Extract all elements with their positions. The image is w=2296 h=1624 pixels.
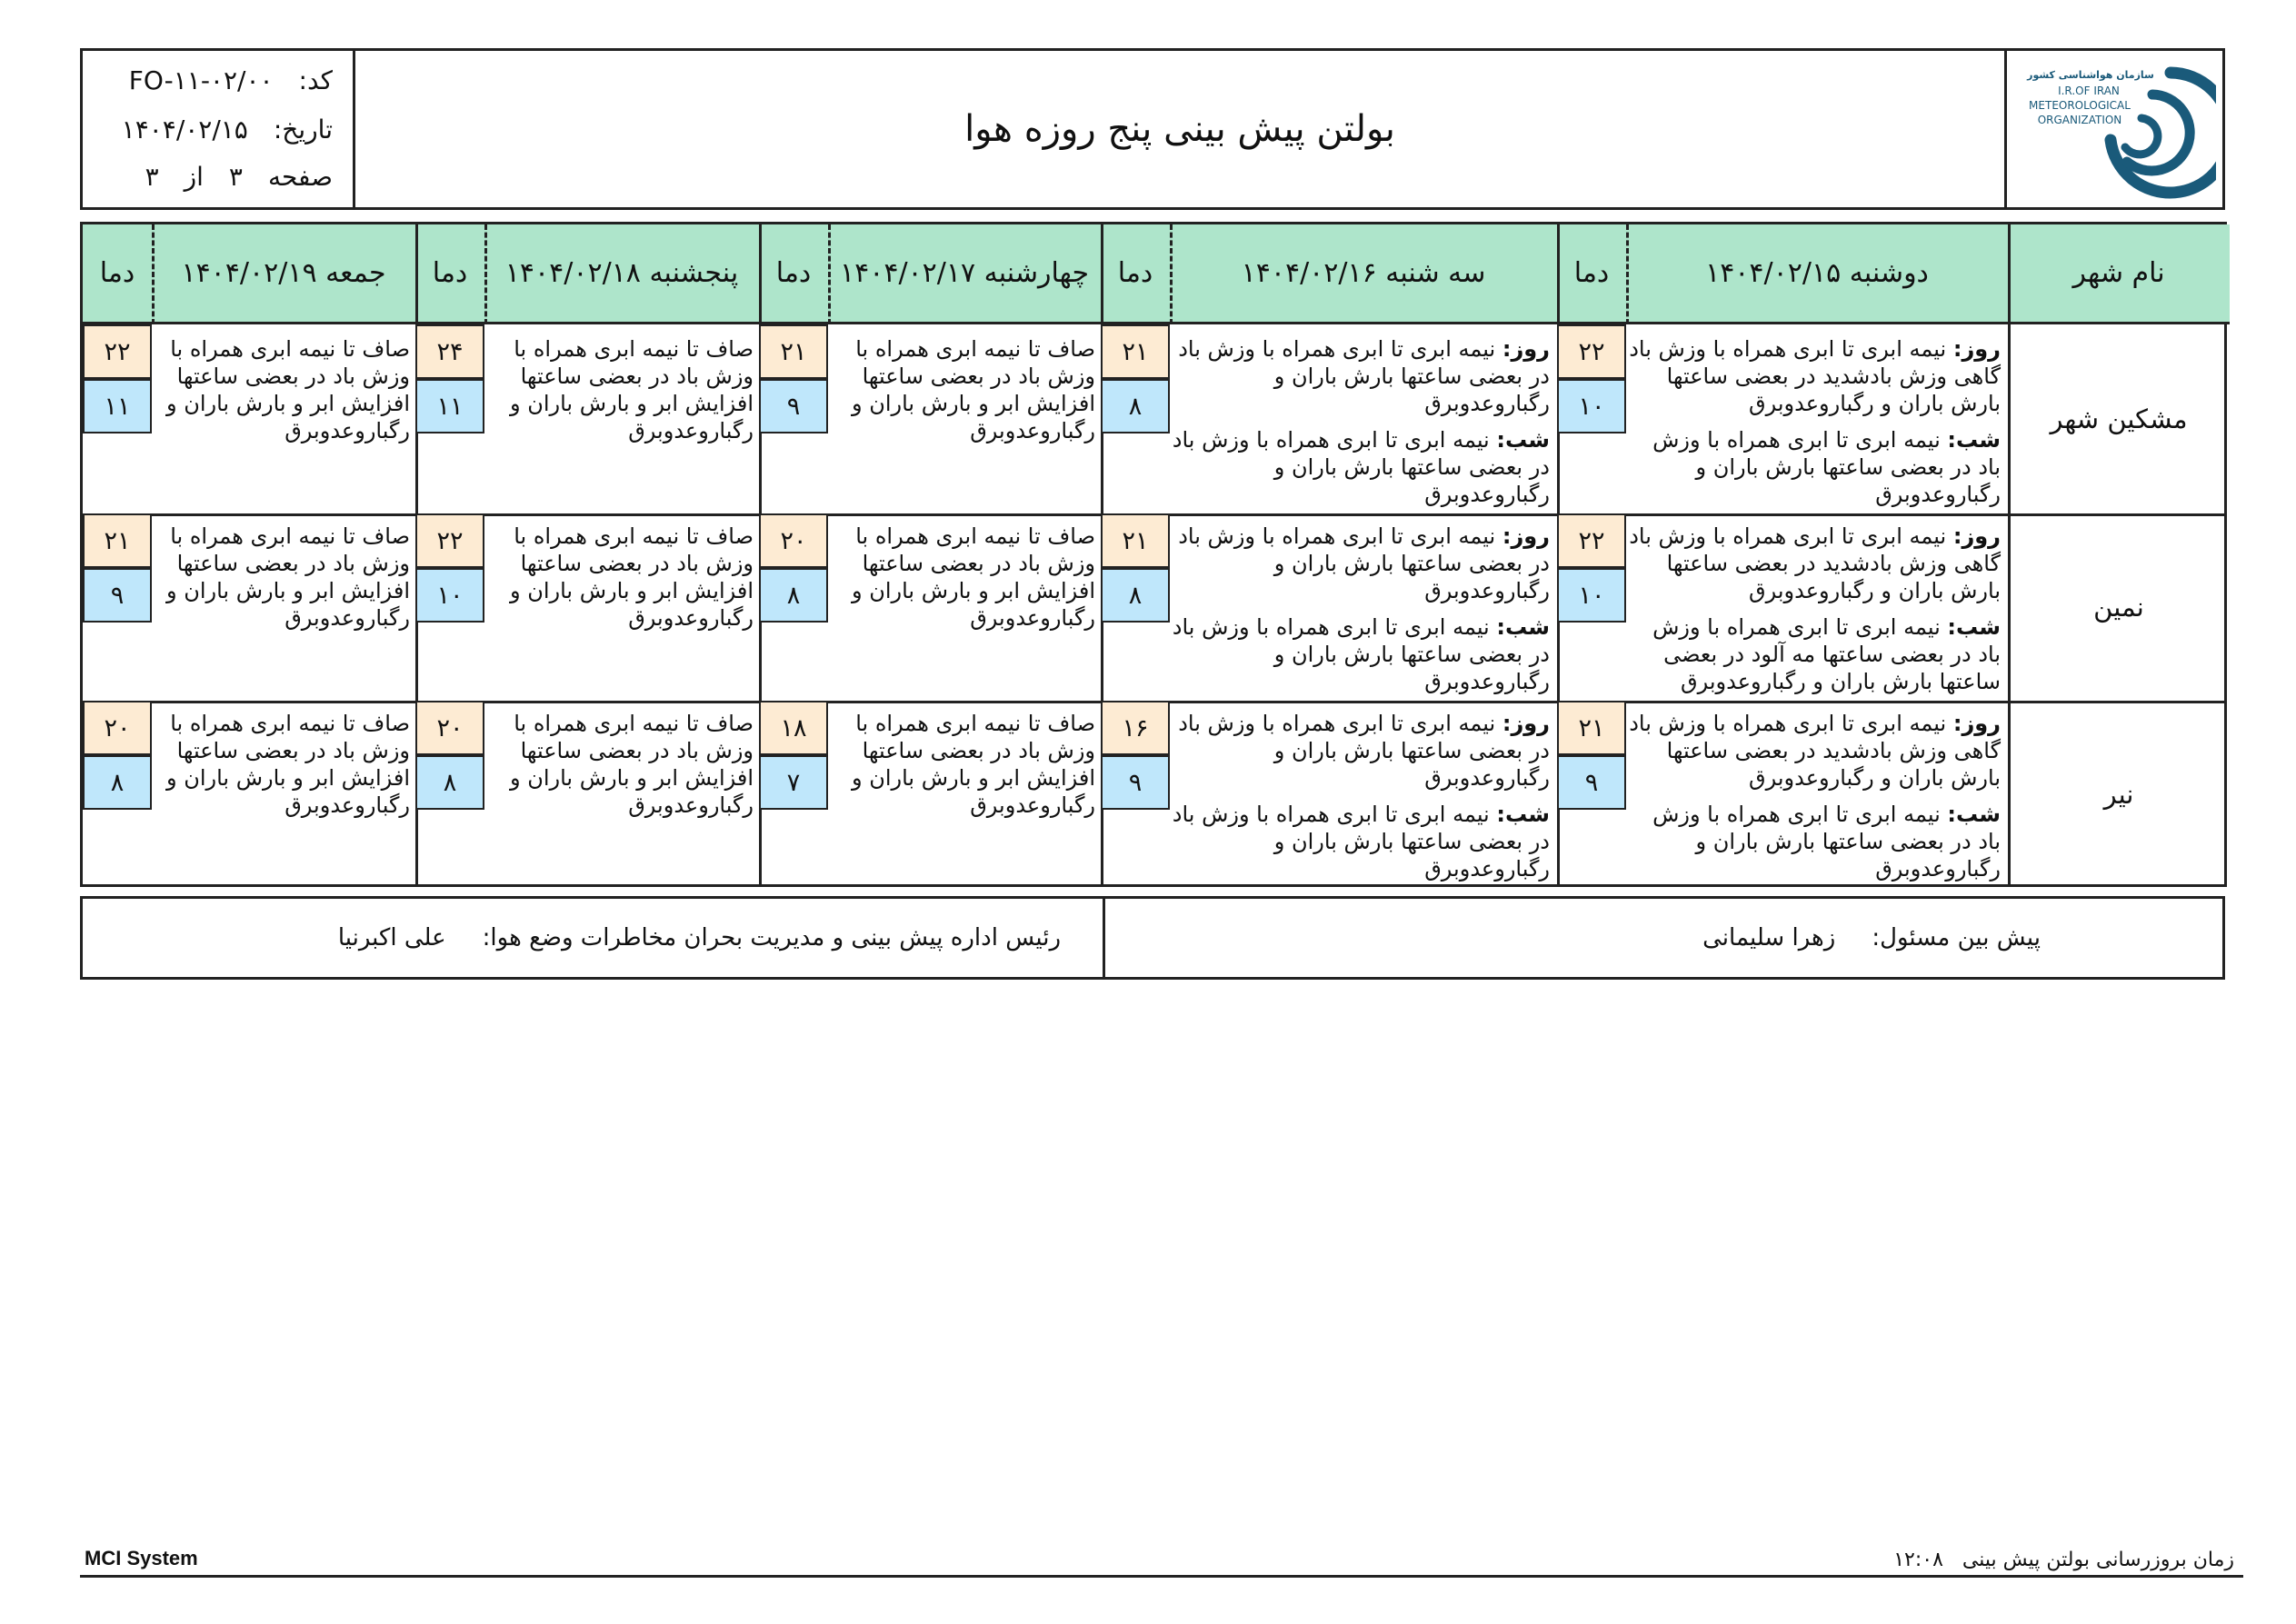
forecast-cell: روز: نیمه ابری تا ابری همراه با وزش باد در بعضی ساعتها بارش باران و رگباروعدوبرق شب: نیمه ابری تا ابری همراه با وزش باد در بعضی ساعتها بارش باران و رگباروعدوبرق (1172, 523, 1550, 694)
header-dash (1626, 224, 1629, 324)
bulletin-header (80, 48, 2225, 210)
temp-max: ۲۲ (415, 513, 484, 568)
temp-header-2: دما (1117, 257, 1153, 289)
forecast-cell: صاف تا نیمه ابری همراه با وزش باد در بعضی ساعتها افزایش ابر و بارش باران و رگباروعدوبرق (166, 711, 410, 818)
forecast-cell: روز: نیمه ابری تا ابری همراه با وزش باد در بعضی ساعتها بارش باران و رگباروعدوبرق شب: نیمه ابری تا ابری همراه با وزش باد در بعضی ساعتها بارش باران و رگباروعدوبرق (1172, 336, 1550, 507)
logo-text-fa: سازمان هواشناسی کشور (2027, 69, 2154, 81)
forecaster (1702, 899, 2041, 977)
temp-min: ۸ (415, 755, 484, 810)
head-name: علی اکبرنیا (337, 924, 446, 951)
page-label: صفحه (267, 162, 333, 192)
department-head (338, 899, 1061, 977)
temp-min: ۹ (1101, 755, 1170, 810)
temp-min: ۱۰ (415, 568, 484, 623)
forecast-table (80, 222, 2227, 887)
system-label: MCI System (85, 1547, 198, 1569)
header-dash (1170, 224, 1173, 324)
temp-max: ۲۰ (83, 701, 152, 755)
temp-min: ۹ (1557, 755, 1626, 810)
temp-header-5: دما (99, 257, 135, 289)
day-label-2: سه شنبه ۱۴۰۴/۰۲/۱۶ (1241, 257, 1486, 289)
temp-max: ۲۱ (1557, 701, 1626, 755)
temp-min: ۱۱ (415, 379, 484, 433)
page-of: از (184, 162, 204, 192)
header-dash (828, 224, 831, 324)
temp-max: ۲۱ (1101, 513, 1170, 568)
day-header-5 (83, 224, 415, 324)
temp-header-4: دما (432, 257, 468, 289)
head-label: رئیس اداره پیش بینی و مدیریت بحران مخاطرات وضع هوا: (482, 924, 1061, 951)
update-time: ۱۲:۰۸ (1893, 1549, 1943, 1571)
page-total: ۳ (145, 162, 159, 192)
forecast-cell: صاف تا نیمه ابری همراه با وزش باد در بعضی ساعتها افزایش ابر و بارش باران و رگباروعدوبرق (852, 711, 1095, 818)
temp-max: ۲۱ (1101, 324, 1170, 379)
forecast-cell: صاف تا نیمه ابری همراه با وزش باد در بعضی ساعتها افزایش ابر و بارش باران و رگباروعدوبرق (510, 523, 754, 631)
forecast-cell: روز: نیمه ابری تا ابری همراه با وزش باد گاهی وزش بادشدید در بعضی ساعتها بارش باران و رگباروعدوبرق شب: نیمه ابری تا ابری همراه با وزش باد در بعضی ساعتها مه آلود در بعضی ساعتها بارش باران و رگباروعدوبرق (1629, 523, 2001, 694)
temp-max: ۲۲ (1557, 513, 1626, 568)
logo-text-en3: ORGANIZATION (2037, 114, 2122, 126)
update-info (1893, 1549, 2234, 1571)
temp-max: ۲۴ (415, 324, 484, 379)
page-number: ۳ (228, 162, 243, 192)
temp-max: ۱۸ (759, 701, 828, 755)
document-info (83, 51, 355, 207)
temp-max: ۱۶ (1101, 701, 1170, 755)
temp-max: ۲۱ (83, 513, 152, 568)
code-row (103, 65, 333, 95)
forecast-cell: روز: نیمه ابری تا ابری همراه با وزش باد در بعضی ساعتها بارش باران و رگباروعدوبرق شب: نیمه ابری تا ابری همراه با وزش باد در بعضی ساعتها بارش باران و رگباروعدوبرق (1172, 711, 1550, 882)
forecast-cell: صاف تا نیمه ابری همراه با وزش باد در بعضی ساعتها افزایش ابر و بارش باران و رگباروعدوبرق (166, 336, 410, 443)
forecast-cell: صاف تا نیمه ابری همراه با وزش باد در بعضی ساعتها افزایش ابر و بارش باران و رگباروعدوبرق (852, 523, 1095, 631)
temp-min: ۸ (1101, 379, 1170, 433)
header-dash (484, 224, 487, 324)
temp-header-1: دما (1573, 257, 1610, 289)
page-title: بولتن پیش بینی پنج روزه هوا (964, 108, 1395, 150)
temp-min: ۱۰ (1557, 568, 1626, 623)
temp-min: ۸ (83, 755, 152, 810)
date-row (103, 115, 333, 144)
day-header-4 (415, 224, 759, 324)
temp-min: ۱۱ (83, 379, 152, 433)
meteorology-logo-icon (2016, 55, 2216, 209)
page-row (103, 162, 333, 192)
temp-max: ۲۱ (759, 324, 828, 379)
day-label-1: دوشنبه ۱۴۰۴/۰۲/۱۵ (1705, 257, 1929, 289)
city-name: نمین (2093, 592, 2144, 623)
temp-min: ۸ (1101, 568, 1170, 623)
temp-header-3: دما (775, 257, 812, 289)
logo-text-en1: I.R.OF IRAN (2058, 85, 2120, 97)
day-header-1 (1557, 224, 2008, 324)
city-header: نام شهر (2008, 224, 2230, 324)
date-value: ۱۴۰۴/۰۲/۱۵ (121, 115, 248, 144)
temp-min: ۱۰ (1557, 379, 1626, 433)
code-value: FO-۱۱-۰۲/۰۰ (128, 65, 274, 95)
temp-max: ۲۰ (415, 701, 484, 755)
code-label: کد: (298, 65, 333, 95)
city-name: نیر (2103, 778, 2134, 810)
footer-divider (1103, 899, 1105, 977)
day-label-3: چهارشنبه ۱۴۰۴/۰۲/۱۷ (840, 257, 1089, 289)
header-dash (152, 224, 155, 324)
temp-max: ۲۰ (759, 513, 828, 568)
temp-min: ۹ (83, 568, 152, 623)
temp-min: ۹ (759, 379, 828, 433)
forecast-cell: صاف تا نیمه ابری همراه با وزش باد در بعضی ساعتها افزایش ابر و بارش باران و رگباروعدوبرق (510, 711, 754, 818)
signature-box (80, 896, 2225, 980)
temp-min: ۸ (759, 568, 828, 623)
temp-max: ۲۲ (83, 324, 152, 379)
organization-logo (2004, 51, 2222, 207)
update-label: زمان بروزرسانی بولتن پیش بینی (1962, 1549, 2234, 1571)
day-header-3 (759, 224, 1101, 324)
day-label-5: جمعه ۱۴۰۴/۰۲/۱۹ (181, 257, 386, 289)
bottom-rule (80, 1575, 2243, 1578)
temp-min: ۷ (759, 755, 828, 810)
forecast-cell: روز: نیمه ابری تا ابری همراه با وزش باد گاهی وزش بادشدید در بعضی ساعتها بارش باران و رگباروعدوبرق شب: نیمه ابری تا ابری همراه با وزش باد در بعضی ساعتها بارش باران و رگباروعدوبرق (1629, 711, 2001, 882)
forecaster-name: زهرا سلیمانی (1702, 924, 1836, 951)
day-label-4: پنجشنبه ۱۴۰۴/۰۲/۱۸ (504, 257, 739, 289)
logo-text-en2: METEOROLOGICAL (2029, 99, 2131, 112)
forecast-cell: صاف تا نیمه ابری همراه با وزش باد در بعضی ساعتها افزایش ابر و بارش باران و رگباروعدوبرق (510, 336, 754, 443)
city-name: مشکین شهر (2050, 404, 2188, 434)
date-label: تاریخ: (273, 115, 333, 144)
forecaster-label: پیش بین مسئول: (1872, 924, 2041, 951)
forecast-cell: روز: نیمه ابری تا ابری همراه با وزش باد گاهی وزش بادشدید در بعضی ساعتها بارش باران و رگباروعدوبرق شب: نیمه ابری تا ابری همراه با وزش باد در بعضی ساعتها بارش باران و رگباروعدوبرق (1629, 336, 2001, 507)
forecast-cell: صاف تا نیمه ابری همراه با وزش باد در بعضی ساعتها افزایش ابر و بارش باران و رگباروعدوبرق (166, 523, 410, 631)
forecast-cell: صاف تا نیمه ابری همراه با وزش باد در بعضی ساعتها افزایش ابر و بارش باران و رگباروعدوبرق (852, 336, 1095, 443)
temp-max: ۲۲ (1557, 324, 1626, 379)
